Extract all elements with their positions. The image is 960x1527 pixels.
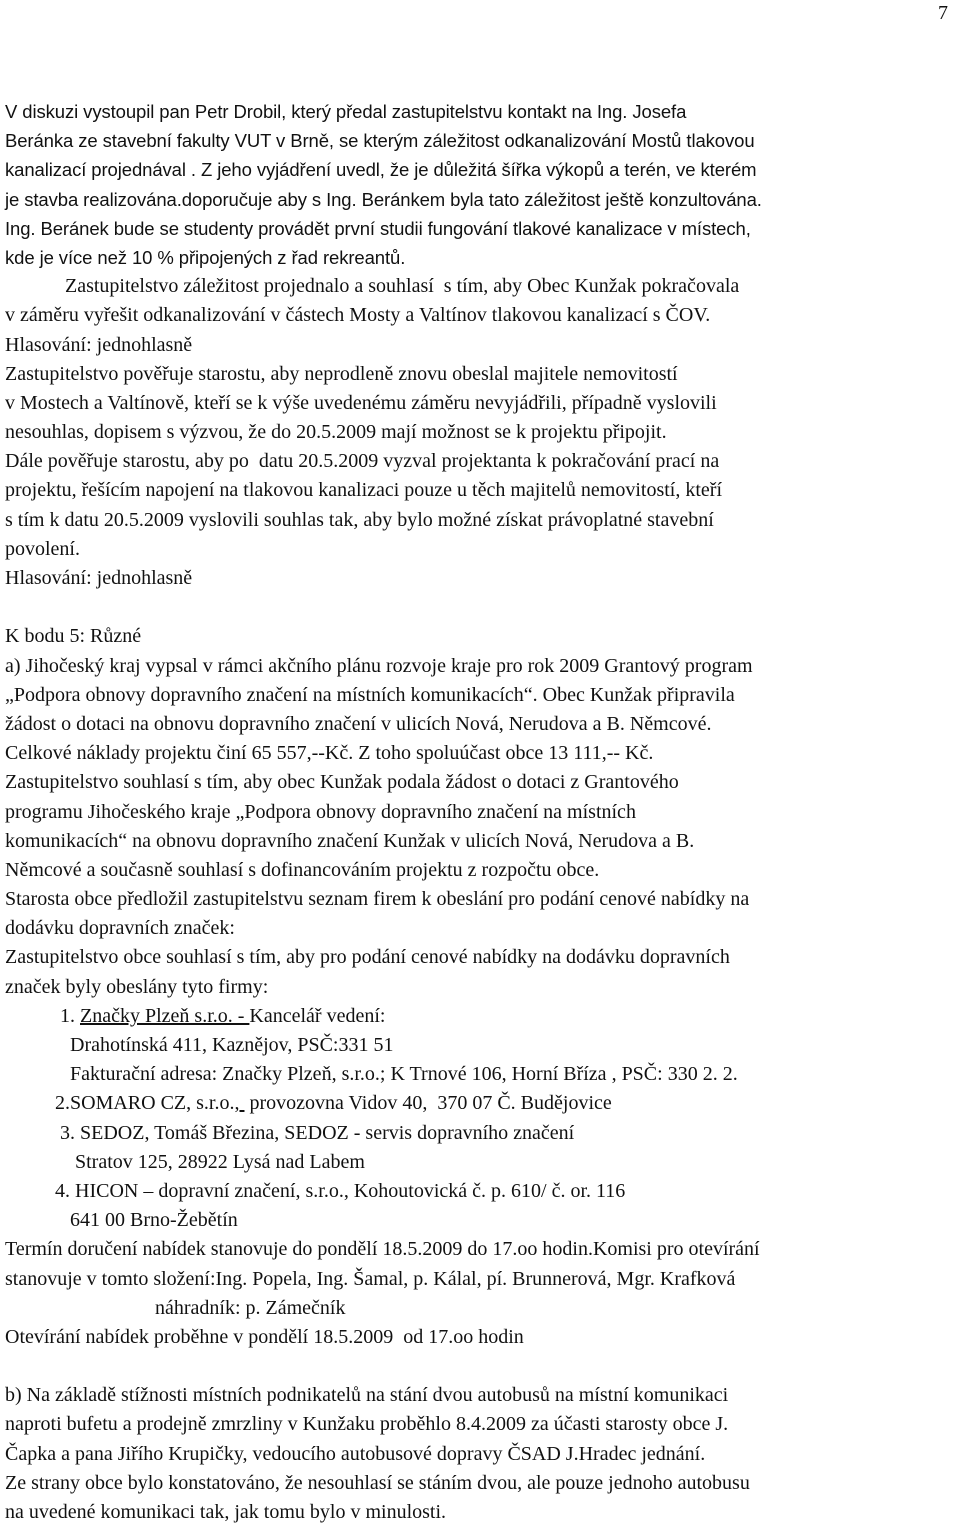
text-line: náhradník: p. Zámečník (5, 1296, 346, 1319)
text-line: nesouhlas, dopisem s výzvou, že do 20.5.2009 mají možnost se k projektu připojit. (5, 421, 667, 444)
text-line: kde je více než 10 % připojených z řad rekreantů. (5, 246, 406, 268)
text-line: Dále pověřuje starostu, aby po datu 20.5.2009 vyzval projektanta k pokračování prací na (5, 450, 720, 473)
section-item-5 (5, 622, 955, 1001)
firm-number: 1. (5, 1004, 80, 1027)
text-line: Zastupitelstvo pověřuje starostu, aby neprodleně znovu obeslal majitele nemovitostí (5, 362, 678, 385)
firm-address: Drahotínská 411, Kaznějov, PSČ:331 51 (5, 1034, 394, 1056)
firm-item-2 (5, 1089, 955, 1118)
text-line: Zastupitelstvo souhlasí s tím, aby obec Kunžak podala žádost o dotaci z Grantového (5, 771, 679, 794)
text-line: programu Jihočeského kraje „Podpora obnovy dopravního značení na místních (5, 800, 636, 823)
firm-address: Fakturační adresa: Značky Plzeň, s.r.o.; K Trnové 106, Horní Bříza , PSČ: 330 2. 2. (5, 1063, 738, 1086)
text-line: a) Jihočeský kraj vypsal v rámci akčního plánu rozvoje kraje pro rok 2009 Grantový program (5, 654, 753, 677)
firm-item-3: 3. SEDOZ, Tomáš Březina, SEDOZ - servis dopravního značení (5, 1121, 575, 1144)
firm-item-1 (5, 1002, 955, 1031)
text-line: kanalizací projednával . Z jeho vyjádření uvedl, že je důležitá šířka výkopů a terén, ve kterém (5, 159, 757, 181)
text-line: Otevírání nabídek proběhne v pondělí 18.5.2009 od 17.oo hodin (5, 1325, 524, 1348)
text-line: Starosta obce předložil zastupitelstvu seznam firem k obeslání pro podání cenové nabídky na (5, 888, 750, 911)
paragraph-resolution (5, 272, 955, 593)
text-line: povolení. (5, 537, 80, 560)
text-line: je stavba realizována.doporučuje aby s Ing. Beránkem byla tato záležitost ještě konzultována. (5, 188, 762, 210)
text-line: Ing. Beránek bude se studenty provádět první studii fungování tlakové kanalizace v místech, (5, 217, 751, 239)
blank-line (5, 1352, 955, 1381)
text-line: v Mostech a Valtínově, kteří se k výše uvedenému záměru nevyjádřili, případně vyslovili (5, 391, 717, 414)
firm-name: Značky Plzeň s.r.o. - (80, 1004, 250, 1027)
text-line: „Podpora obnovy dopravního značení na místních komunikacích“. Obec Kunžak připravila (5, 683, 735, 706)
firm-list (5, 1002, 955, 1236)
document-body (5, 97, 955, 1527)
firm-address: 641 00 Brno-Žebětín (5, 1209, 238, 1232)
text-line: Termín doručení nabídek stanovuje do pondělí 18.5.2009 do 17.oo hodin.Komisi pro otevírání (5, 1238, 760, 1261)
text-line: Beránka ze stavební fakulty VUT v Brně, se kterým záležitost odkanalizování Mostů tlakovou (5, 130, 755, 152)
text-line: b) Na základě stížnosti místních podnikatelů na stání dvou autobusů na místní komunikaci (5, 1384, 729, 1407)
text-line: komunikacích“ na obnovu dopravního značení Kunžak v ulicích Nová, Nerudova a B. (5, 829, 695, 852)
text-line: Celkové náklady projektu činí 65 557,--Kč. Z toho spoluúčast obce 13 111,-- Kč. (5, 742, 654, 765)
text-line: na uvedené komunikaci tak, jak tomu bylo v minulosti. (5, 1501, 447, 1523)
voting-result: Hlasování: jednohlasně (5, 567, 193, 589)
text-line: V diskuzi vystoupil pan Petr Drobil, který předal zastupitelstvu kontakt na Ing. Josefa (5, 101, 687, 122)
text-line: naproti bufetu a prodejně zmrzliny v Kunžaku proběhlo 8.4.2009 za účasti starosty obce J. (5, 1413, 729, 1436)
firm-detail: provozovna Vidov 40, 370 07 Č. Budějovice (244, 1092, 612, 1115)
firm-item-4: 4. HICON – dopravní značení, s.r.o., Kohoutovická č. p. 610/ č. or. 116 (5, 1179, 626, 1202)
firm-name: 2.SOMARO CZ, s.r.o., (5, 1092, 240, 1115)
blank-line (5, 593, 955, 622)
paragraph-discussion (5, 97, 955, 272)
firm-address: Stratov 125, 28922 Lysá nad Labem (5, 1150, 365, 1173)
text-line: dodávku dopravních značek: (5, 917, 235, 940)
text-line: Němcové a současně souhlasí s dofinancováním projektu z rozpočtu obce. (5, 858, 600, 881)
paragraph-deadline (5, 1235, 955, 1352)
text-line: Čapka a pana Jiřího Krupičky, vedoucího autobusové dopravy ČSAD J.Hradec jednání. (5, 1442, 706, 1465)
text-line: stanovuje v tomto složení:Ing. Popela, Ing. Šamal, p. Kálal, pí. Brunnerová, Mgr. Krafková (5, 1267, 736, 1290)
paragraph-bus (5, 1381, 955, 1527)
text-line: Zastupitelstvo obce souhlasí s tím, aby pro podání cenové nabídky na dodávku dopravních (5, 946, 730, 969)
text-line: s tím k datu 20.5.2009 vyslovili souhlas tak, aby bylo možné získat právoplatné stavební (5, 508, 714, 531)
text-line: Ze strany obce bylo konstatováno, že nesouhlasí se stáním dvou, ale pouze jednoho autobusu (5, 1471, 750, 1494)
voting-result: Hlasování: jednohlasně (5, 333, 193, 356)
firm-detail: Kancelář vedení: (249, 1004, 386, 1027)
page-number: 7 (938, 2, 948, 24)
text-line: projektu, řešícím napojení na tlakovou kanalizaci pouze u těch majitelů nemovitostí, kteří (5, 479, 723, 502)
text-line: značek byly obeslány tyto firmy: (5, 975, 269, 998)
section-heading: K bodu 5: Různé (5, 625, 142, 648)
text-line: v záměru vyřešit odkanalizování v částech Mosty a Valtínov tlakovou kanalizací s ČOV. (5, 304, 711, 327)
text-line: Zastupitelstvo záležitost projednalo a souhlasí s tím, aby Obec Kunžak pokračovala (5, 275, 740, 298)
text-line: žádost o dotaci na obnovu dopravního značení v ulicích Nová, Nerudova a B. Němcové. (5, 712, 712, 735)
